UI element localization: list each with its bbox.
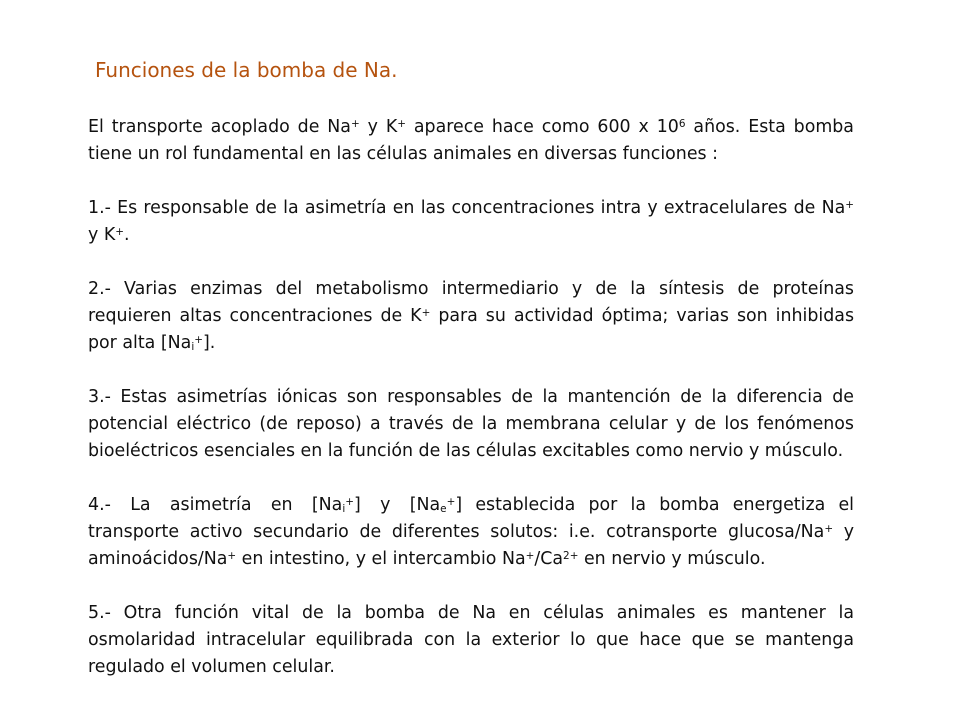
intracellular-subscript: i [191, 341, 195, 354]
item-1-text-b: y K [88, 225, 116, 245]
exponent: 6 [678, 117, 686, 130]
item-4-text-g: en nervio y músculo. [578, 549, 766, 569]
na-charge: + [194, 333, 203, 346]
ca-charge: 2+ [563, 549, 579, 562]
na-charge: + [824, 522, 834, 535]
na-charge: + [446, 495, 456, 508]
na-charge: + [227, 549, 237, 562]
item-2-text-a: 2.- Varias enzimas del metabolismo intermediario y de la síntesis de proteínas requieren altas concentraciones de K [88, 279, 854, 326]
intracellular-subscript: i [342, 503, 346, 516]
intro-text-d: años. Esta bomba tiene un rol fundamental en las células animales en diversas funciones : [88, 117, 854, 164]
intro-text-c: aparece hace como 600 x 10 [405, 117, 679, 137]
item-2-text-b: para su actividad óptima; varias son inhibidas por alta [Na [88, 306, 855, 353]
item-3 [88, 384, 854, 465]
item-3-text: 3.- Estas asimetrías iónicas son responsables de la mantención de la diferencia de potencial eléctrico (de reposo) a través de la membrana celular y de los fenómenos bioeléctricos esenciales en la función de las células excitables como nervio y músculo. [88, 387, 854, 461]
k-charge: + [397, 117, 406, 130]
na-charge: + [845, 198, 854, 211]
item-4-text-f: /Ca [534, 549, 564, 569]
item-4-text-d: y aminoácidos/Na [88, 522, 854, 569]
item-2 [88, 276, 854, 357]
slide-body [88, 114, 854, 681]
intro-paragraph [88, 114, 854, 168]
item-4-text-b: ] y [Na [353, 495, 441, 515]
intro-text-b: y K [359, 117, 398, 137]
item-4-text-a: 4.- La asimetría en [Na [88, 495, 343, 515]
item-1 [88, 195, 854, 249]
slide-title: Funciones de la bomba de Na. [95, 58, 398, 82]
item-4-text-e: en intestino, y el intercambio Na [236, 549, 526, 569]
item-1-text-c: . [123, 225, 130, 245]
item-4 [88, 492, 854, 573]
item-5-text: 5.- Otra función vital de la bomba de Na en células animales es mantener la osmolaridad intracelular equilibrada con la exterior lo que hace que se mantenga regulado el volumen celular. [88, 603, 854, 677]
item-5 [88, 600, 854, 681]
k-charge: + [115, 225, 124, 238]
k-charge: + [421, 306, 431, 319]
na-charge: + [350, 117, 360, 130]
na-charge: + [345, 495, 354, 508]
na-charge: + [525, 549, 535, 562]
intro-text-a: El transporte acoplado de Na [88, 117, 351, 137]
item-4-text-c: ] establecida por la bomba energetiza el transporte activo secundario de diferentes solutos: i.e. cotransporte glucosa/Na [88, 495, 854, 542]
extracellular-subscript: e [440, 503, 447, 516]
item-2-text-c: ]. [202, 333, 216, 353]
item-1-text-a: 1.- Es responsable de la asimetría en las concentraciones intra y extracelulares de Na [88, 198, 846, 218]
